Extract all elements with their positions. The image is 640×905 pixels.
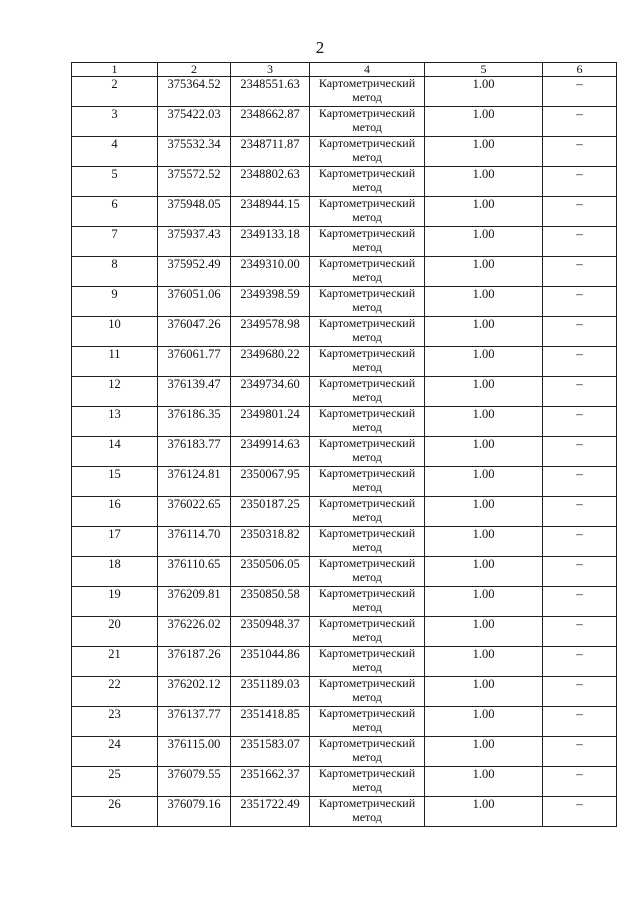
accuracy-cell: 1.00 [425,557,543,587]
x-coordinate-cell: 375937.43 [158,227,231,257]
accuracy-cell: 1.00 [425,347,543,377]
table-row [72,497,617,527]
coordinates-table [71,62,617,827]
method-cell: Картометрический метод [310,767,425,797]
note-cell: – [543,227,617,257]
table-row [72,797,617,827]
method-cell: Картометрический метод [310,317,425,347]
table-row [72,77,617,107]
y-coordinate-cell: 2350067.95 [231,467,310,497]
method-cell: Картометрический метод [310,707,425,737]
note-cell: – [543,797,617,827]
point-number-cell: 26 [72,797,158,827]
method-cell: Картометрический метод [310,377,425,407]
accuracy-cell: 1.00 [425,737,543,767]
note-cell: – [543,77,617,107]
page-number: 2 [315,38,325,57]
point-number-cell: 5 [72,167,158,197]
column-header: 4 [310,63,425,77]
y-coordinate-cell: 2349578.98 [231,317,310,347]
accuracy-cell: 1.00 [425,767,543,797]
point-number-cell: 6 [72,197,158,227]
method-cell: Картометрический метод [310,197,425,227]
table-row [72,227,617,257]
point-number-cell: 13 [72,407,158,437]
note-cell: – [543,677,617,707]
accuracy-cell: 1.00 [425,437,543,467]
x-coordinate-cell: 376137.77 [158,707,231,737]
y-coordinate-cell: 2350850.58 [231,587,310,617]
point-number-cell: 2 [72,77,158,107]
table-row [72,407,617,437]
x-coordinate-cell: 376079.55 [158,767,231,797]
note-cell: – [543,197,617,227]
header-row [72,63,617,77]
table-row [72,527,617,557]
y-coordinate-cell: 2351189.03 [231,677,310,707]
x-coordinate-cell: 376187.26 [158,647,231,677]
note-cell: – [543,437,617,467]
point-number-cell: 22 [72,677,158,707]
method-cell: Картометрический метод [310,647,425,677]
x-coordinate-cell: 376051.06 [158,287,231,317]
point-number-cell: 11 [72,347,158,377]
x-coordinate-cell: 375952.49 [158,257,231,287]
point-number-cell: 4 [72,137,158,167]
x-coordinate-cell: 376124.81 [158,467,231,497]
point-number-cell: 10 [72,317,158,347]
method-cell: Картометрический метод [310,677,425,707]
accuracy-cell: 1.00 [425,407,543,437]
y-coordinate-cell: 2349801.24 [231,407,310,437]
note-cell: – [543,167,617,197]
accuracy-cell: 1.00 [425,497,543,527]
point-number-cell: 18 [72,557,158,587]
note-cell: – [543,287,617,317]
y-coordinate-cell: 2350318.82 [231,527,310,557]
point-number-cell: 21 [72,647,158,677]
method-cell: Картометрический метод [310,467,425,497]
table-row [72,287,617,317]
table-row [72,587,617,617]
accuracy-cell: 1.00 [425,257,543,287]
y-coordinate-cell: 2349133.18 [231,227,310,257]
y-coordinate-cell: 2348662.87 [231,107,310,137]
point-number-cell: 12 [72,377,158,407]
x-coordinate-cell: 376202.12 [158,677,231,707]
note-cell: – [543,557,617,587]
point-number-cell: 15 [72,467,158,497]
x-coordinate-cell: 375572.52 [158,167,231,197]
method-cell: Картометрический метод [310,737,425,767]
y-coordinate-cell: 2351662.37 [231,767,310,797]
table-row [72,347,617,377]
x-coordinate-cell: 376115.00 [158,737,231,767]
note-cell: – [543,137,617,167]
table-row [72,137,617,167]
x-coordinate-cell: 376183.77 [158,437,231,467]
x-coordinate-cell: 376226.02 [158,617,231,647]
y-coordinate-cell: 2349914.63 [231,437,310,467]
table-row [72,767,617,797]
point-number-cell: 17 [72,527,158,557]
y-coordinate-cell: 2349734.60 [231,377,310,407]
method-cell: Картометрический метод [310,497,425,527]
method-cell: Картометрический метод [310,407,425,437]
x-coordinate-cell: 376061.77 [158,347,231,377]
x-coordinate-cell: 375532.34 [158,137,231,167]
x-coordinate-cell: 376047.26 [158,317,231,347]
x-coordinate-cell: 376139.47 [158,377,231,407]
table-row [72,647,617,677]
column-header: 3 [231,63,310,77]
accuracy-cell: 1.00 [425,587,543,617]
y-coordinate-cell: 2349310.00 [231,257,310,287]
table-row [72,617,617,647]
point-number-cell: 19 [72,587,158,617]
note-cell: – [543,407,617,437]
accuracy-cell: 1.00 [425,227,543,257]
point-number-cell: 3 [72,107,158,137]
method-cell: Картометрический метод [310,77,425,107]
accuracy-cell: 1.00 [425,137,543,167]
note-cell: – [543,527,617,557]
accuracy-cell: 1.00 [425,647,543,677]
accuracy-cell: 1.00 [425,797,543,827]
column-header: 5 [425,63,543,77]
point-number-cell: 8 [72,257,158,287]
x-coordinate-cell: 375948.05 [158,197,231,227]
accuracy-cell: 1.00 [425,167,543,197]
note-cell: – [543,257,617,287]
table-row [72,377,617,407]
method-cell: Картометрический метод [310,437,425,467]
note-cell: – [543,107,617,137]
y-coordinate-cell: 2350948.37 [231,617,310,647]
accuracy-cell: 1.00 [425,677,543,707]
point-number-cell: 14 [72,437,158,467]
method-cell: Картометрический метод [310,137,425,167]
x-coordinate-cell: 376186.35 [158,407,231,437]
method-cell: Картометрический метод [310,587,425,617]
x-coordinate-cell: 375422.03 [158,107,231,137]
y-coordinate-cell: 2351044.86 [231,647,310,677]
y-coordinate-cell: 2348711.87 [231,137,310,167]
table-row [72,737,617,767]
accuracy-cell: 1.00 [425,287,543,317]
point-number-cell: 7 [72,227,158,257]
accuracy-cell: 1.00 [425,617,543,647]
accuracy-cell: 1.00 [425,107,543,137]
note-cell: – [543,707,617,737]
column-header: 1 [72,63,158,77]
table-row [72,437,617,467]
table-row [72,197,617,227]
x-coordinate-cell: 376079.16 [158,797,231,827]
y-coordinate-cell: 2350187.25 [231,497,310,527]
y-coordinate-cell: 2348551.63 [231,77,310,107]
point-number-cell: 9 [72,287,158,317]
method-cell: Картометрический метод [310,617,425,647]
y-coordinate-cell: 2351418.85 [231,707,310,737]
table-row [72,257,617,287]
table-row [72,107,617,137]
method-cell: Картометрический метод [310,347,425,377]
column-header: 2 [158,63,231,77]
y-coordinate-cell: 2348802.63 [231,167,310,197]
table-row [72,317,617,347]
x-coordinate-cell: 375364.52 [158,77,231,107]
method-cell: Картометрический метод [310,527,425,557]
point-number-cell: 23 [72,707,158,737]
method-cell: Картометрический метод [310,107,425,137]
point-number-cell: 16 [72,497,158,527]
note-cell: – [543,737,617,767]
x-coordinate-cell: 376114.70 [158,527,231,557]
y-coordinate-cell: 2349680.22 [231,347,310,377]
accuracy-cell: 1.00 [425,77,543,107]
accuracy-cell: 1.00 [425,377,543,407]
y-coordinate-cell: 2350506.05 [231,557,310,587]
table-row [72,557,617,587]
method-cell: Картометрический метод [310,797,425,827]
accuracy-cell: 1.00 [425,467,543,497]
table-row [72,467,617,497]
column-header: 6 [543,63,617,77]
note-cell: – [543,767,617,797]
x-coordinate-cell: 376022.65 [158,497,231,527]
table-body [72,77,617,827]
y-coordinate-cell: 2349398.59 [231,287,310,317]
point-number-cell: 24 [72,737,158,767]
method-cell: Картометрический метод [310,257,425,287]
y-coordinate-cell: 2351722.49 [231,797,310,827]
accuracy-cell: 1.00 [425,527,543,557]
method-cell: Картометрический метод [310,557,425,587]
y-coordinate-cell: 2351583.07 [231,737,310,767]
accuracy-cell: 1.00 [425,197,543,227]
note-cell: – [543,647,617,677]
y-coordinate-cell: 2348944.15 [231,197,310,227]
note-cell: – [543,347,617,377]
x-coordinate-cell: 376209.81 [158,587,231,617]
method-cell: Картометрический метод [310,227,425,257]
accuracy-cell: 1.00 [425,707,543,737]
method-cell: Картометрический метод [310,167,425,197]
method-cell: Картометрический метод [310,287,425,317]
table-row [72,707,617,737]
table-row [72,167,617,197]
note-cell: – [543,587,617,617]
note-cell: – [543,497,617,527]
note-cell: – [543,617,617,647]
point-number-cell: 20 [72,617,158,647]
note-cell: – [543,317,617,347]
note-cell: – [543,467,617,497]
table-row [72,677,617,707]
point-number-cell: 25 [72,767,158,797]
note-cell: – [543,377,617,407]
accuracy-cell: 1.00 [425,317,543,347]
x-coordinate-cell: 376110.65 [158,557,231,587]
